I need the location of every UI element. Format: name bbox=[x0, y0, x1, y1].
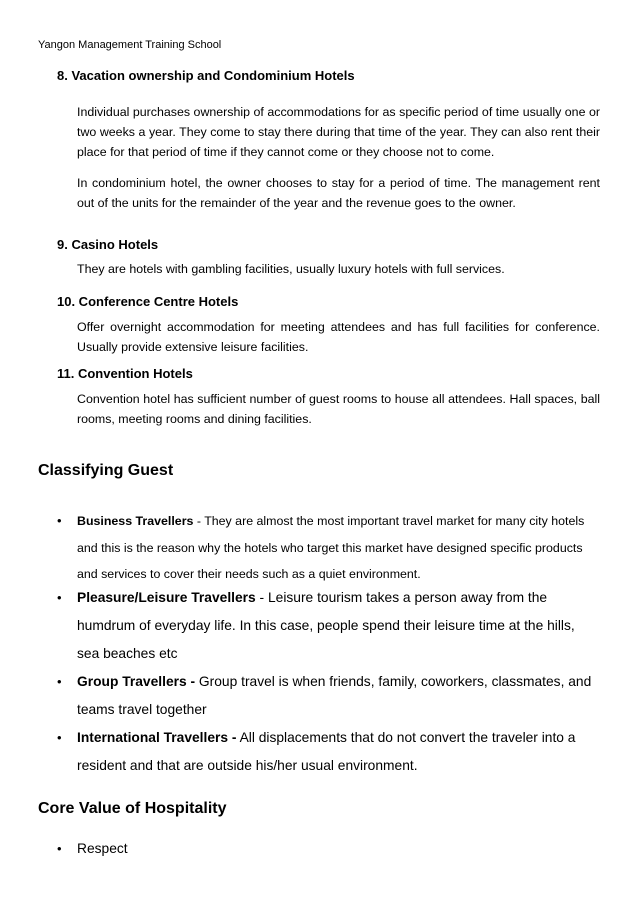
list-item-text bbox=[77, 508, 600, 588]
term: Pleasure/Leisure Travellers bbox=[77, 590, 256, 605]
section-title-11: 11. Convention Hotels bbox=[57, 366, 193, 381]
term: International Travellers - bbox=[77, 730, 237, 745]
list-item-text bbox=[77, 724, 600, 780]
section-title-10: 10. Conference Centre Hotels bbox=[57, 294, 239, 309]
bullet-icon: • bbox=[57, 674, 62, 689]
definition: - Leisure tourism takes a person away from the humdrum of everyday life. In this case, people spend their leisure time at the hills, sea beaches etc bbox=[77, 590, 575, 661]
term: Business Travellers bbox=[77, 514, 194, 528]
list-item-text bbox=[77, 668, 600, 724]
definition: Group travel is when friends, family, coworkers, classmates, and teams travel together bbox=[77, 674, 592, 717]
bullet-icon: • bbox=[57, 730, 62, 745]
list-item-text bbox=[77, 584, 600, 668]
section-9-paragraph: They are hotels with gambling facilities, usually luxury hotels with full services. bbox=[77, 262, 505, 276]
bullet-icon: • bbox=[57, 513, 62, 528]
definition: - They are almost the most important travel market for many city hotels and this is the reason why the hotels who target this market have designed specific products and services to cover their needs such as a quiet environment. bbox=[77, 514, 585, 581]
list-item-text: Respect bbox=[77, 841, 128, 856]
section-10-paragraph: Offer overnight accommodation for meeting attendees and has full facilities for conference. Usually provide extensive leisure facilities. bbox=[77, 320, 600, 354]
section-title-8: 8. Vacation ownership and Condominium Hotels bbox=[57, 68, 355, 83]
definition: All displacements that do not convert the traveler into a resident and that are outside his/her usual environment. bbox=[77, 730, 576, 773]
section-8-paragraph-2: In condominium hotel, the owner chooses to stay for a period of time. The management rent out of the units for the remainder of the year and the revenue goes to the owner. bbox=[77, 176, 600, 210]
section-title-9: 9. Casino Hotels bbox=[57, 237, 159, 252]
bullet-icon: • bbox=[57, 841, 62, 856]
page-header: Yangon Management Training School bbox=[38, 39, 222, 51]
term: Group Travellers - bbox=[77, 674, 196, 689]
classifying-guest-heading: Classifying Guest bbox=[38, 462, 174, 479]
section-8-paragraph-1: Individual purchases ownership of accommodations for as specific period of time usually one or two weeks a year. They come to stay there during that time of the year. They can also rent their place for that period of time if they cannot come or they choose not to come. bbox=[77, 105, 600, 159]
bullet-icon: • bbox=[57, 590, 62, 605]
section-11-paragraph: Convention hotel has sufficient number of guest rooms to house all attendees. Hall spaces, ball rooms, meeting rooms and dining facilities. bbox=[77, 392, 600, 426]
core-value-heading: Core Value of Hospitality bbox=[38, 800, 227, 817]
